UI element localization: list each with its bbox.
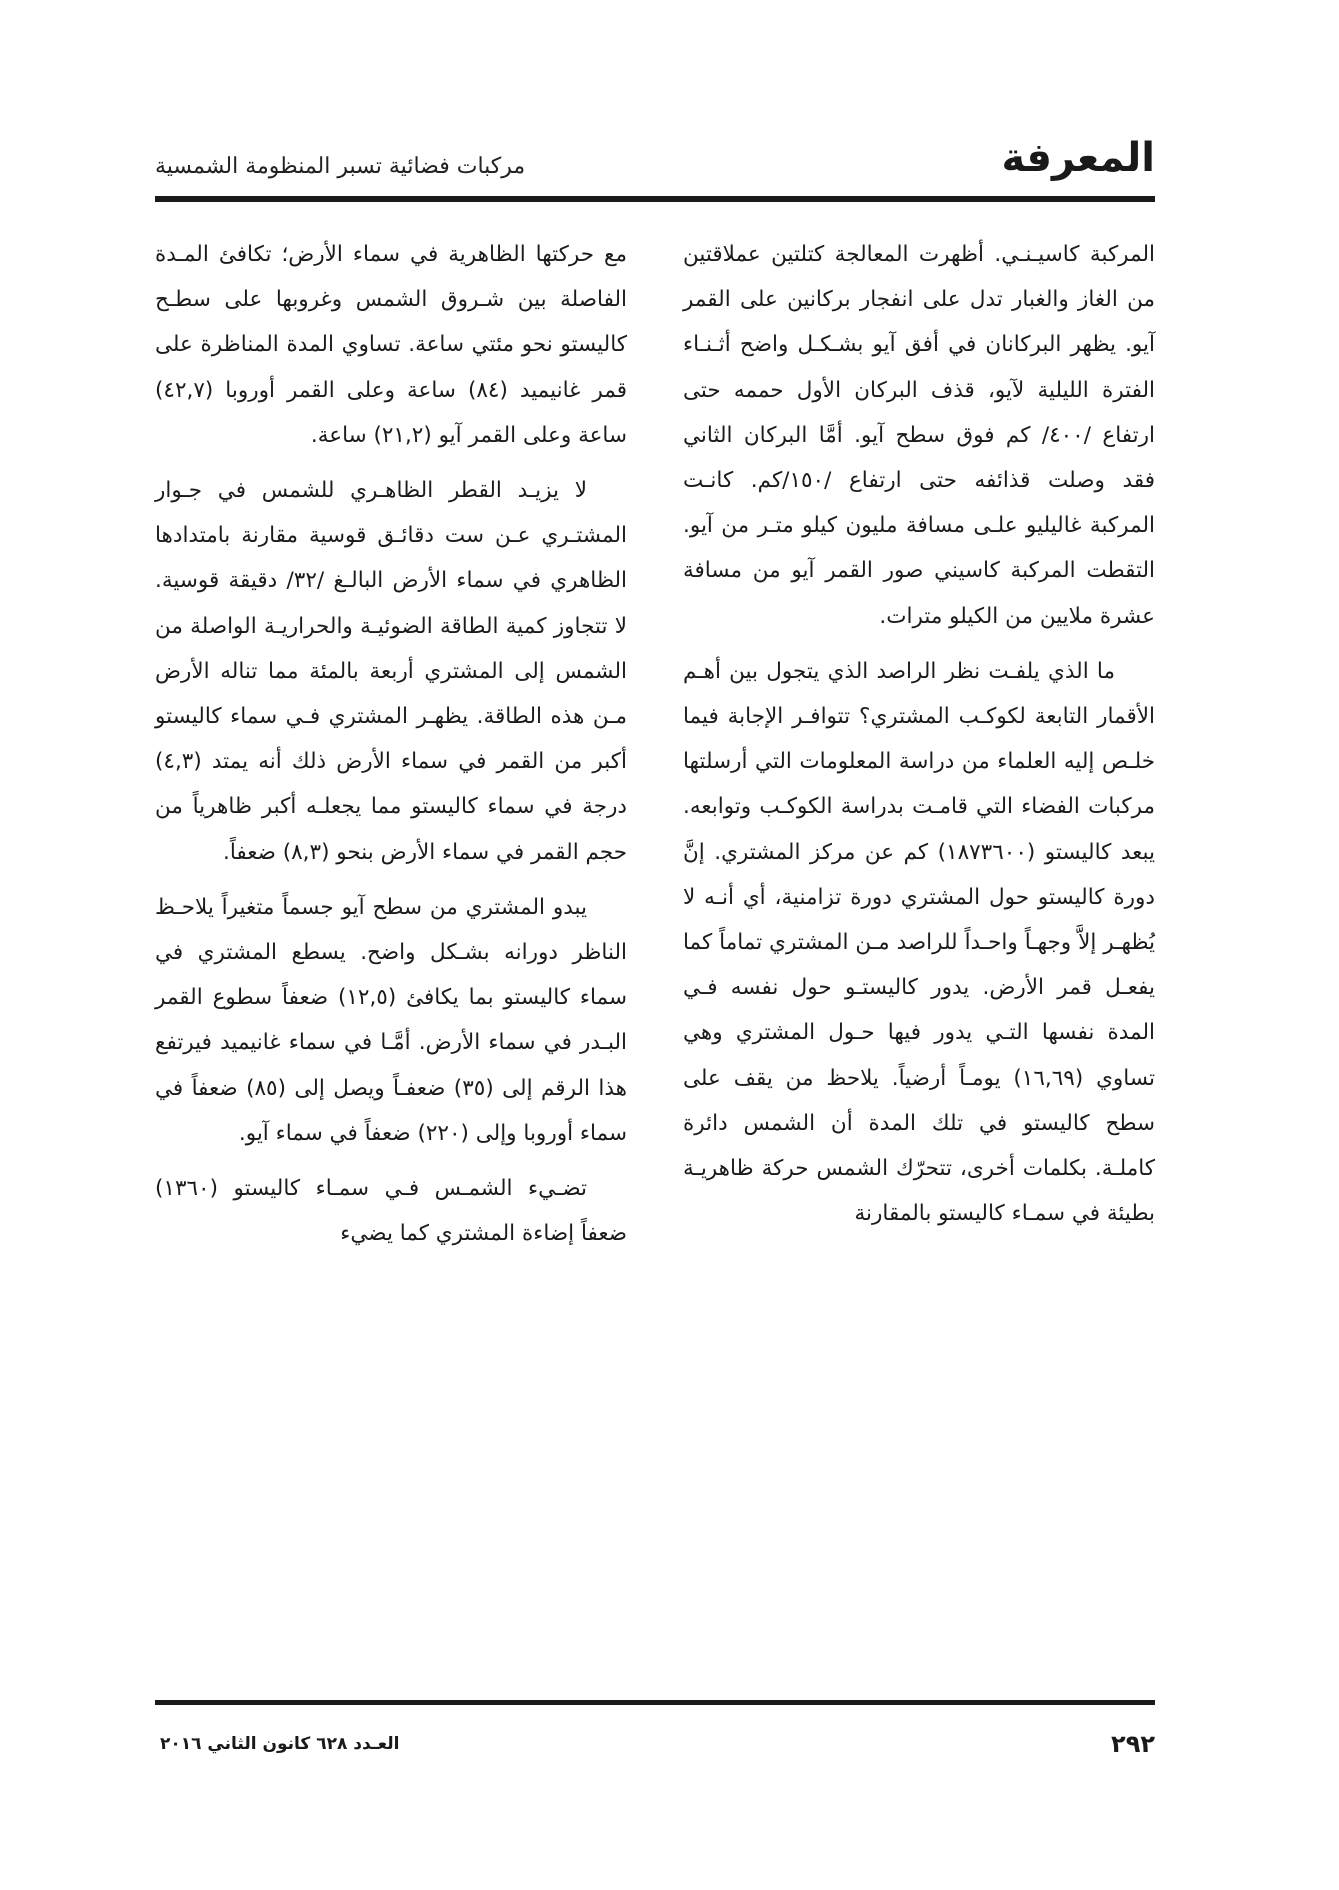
running-title: مركبات فضائية تسبر المنظومة الشمسية [155,154,526,179]
right-column [683,232,1155,1246]
paragraph: تضـيء الشمـس فـي سمـاء كاليستو (١٣٦٠) ضعفاً إضاءة المشتري كما يضيء [155,1176,627,1247]
paragraph: يبدو المشتري من سطح آيو جسماً متغيراً يلاحـظ الناظر دورانه بشـكل واضح. يسطع المشتري في سماء كاليستو بما يكافئ (١٢,٥) ضعفاً سطوع القمر البـدر في سماء الأرض. أمَّـا في سماء غانيميد فيرتفع هذا الرقم إلى (٣٥) ضعفـاً ويصل إلى (٨٥) ضعفاً في سماء أوروبا وإلى (٢٢٠) ضعفاً في سماء آيو. [155,894,628,1146]
header-divider [155,196,1155,202]
issue-info: العـدد ٦٢٨ كانون الثاني ٢٠١٦ [160,1734,400,1754]
page-header [155,128,1155,190]
magazine-logo: المعرفة [1001,135,1155,181]
paragraph: المركبة كاسيـنـي. أظهرت المعالجة كتلتين عملاقتين من الغاز والغبار تدل على انفجار بركانين على القمر آيو. يظهر البركانان في أفق آيو بشـكـل واضح أثـنـاء الفترة الليلية لآيو، قذف البركان الأول حممه حتى ارتفاع /٤٠٠/ كم فوق سطح آيو. أمَّا البركان الثاني فقد وصلت قذائفه حتى ارتفاع /١٥٠/كم. كانـت المركبة غاليليو علـى مسافة مليون كيلو متـر من آيو. التقطت المركبة كاسيني صور القمر آيو من مسافة عشرة ملايين من الكيلو مترات. [683,242,1155,629]
page-number: ٢٩٢ [1111,1730,1155,1758]
footer-divider [155,1700,1155,1705]
left-column [155,232,627,1266]
paragraph: مع حركتها الظاهرية في سماء الأرض؛ تكافئ المـدة الفاصلة بين شـروق الشمس وغروبها على سطـح كاليستو نحو مئتي ساعة. تساوي المدة المناظرة على قمر غانيميد (٨٤) ساعة وعلى القمر أوروبا (٤٢,٧) ساعة وعلى القمر آيو (٢١,٢) ساعة. [155,242,627,448]
paragraph: ما الذي يلفـت نظر الراصد الذي يتجول بين أهـم الأقمار التابعة لكوكـب المشتري؟ تتوافـر الإجابة فيما خلـص إليه العلماء من دراسة المعلومات التي أرسلتها مركبات الفضاء التي قامـت بدراسة الكوكـب وتوابعه. يبعد كاليستو (١٨٧٣٦٠٠) كم عن مركز المشتري. إنَّ دورة كاليستو حول المشتري دورة تزامنية، أي أنـه لا يُظهـر إلاَّ وجهـاً واحـداً للراصد مـن المشتري تماماً كما يفعـل قمر الأرض. يدور كاليستـو حول نفسه فـي المدة نفسها التـي يدور فيها حـول المشتري وهي تساوي (١٦,٦٩) يومـاً أرضياً. يلاحظ من يقف على سطح كاليستو في تلك المدة أن الشمس دائرة كاملـة. بكلمات أخرى، تتحرّك الشمس حركة ظاهريـة بطيئة في سمـاء كاليستو بالمقارنة [683,658,1155,1227]
paragraph: لا يزيـد القطر الظاهـري للشمس في جـوار المشتـري عـن ست دقائـق قوسية مقارنة بامتدادها الظاهري في سماء الأرض البالـغ /٣٢/ دقيقة قوسية. لا تتجاوز كمية الطاقة الضوئيـة والحراريـة الواصلة من الشمس إلى المشتري أربعة بالمئة مما تناله الأرض مـن هذه الطاقة. يظهـر المشتري فـي سماء كاليستو أكبر من القمر في سماء الأرض ذلك أنه يمتد (٤,٣) درجة في سماء كاليستو مما يجعلـه أكبر ظاهرياً من حجم القمر في سماء الأرض بنحو (٨,٣) ضعفاً. [155,478,627,865]
